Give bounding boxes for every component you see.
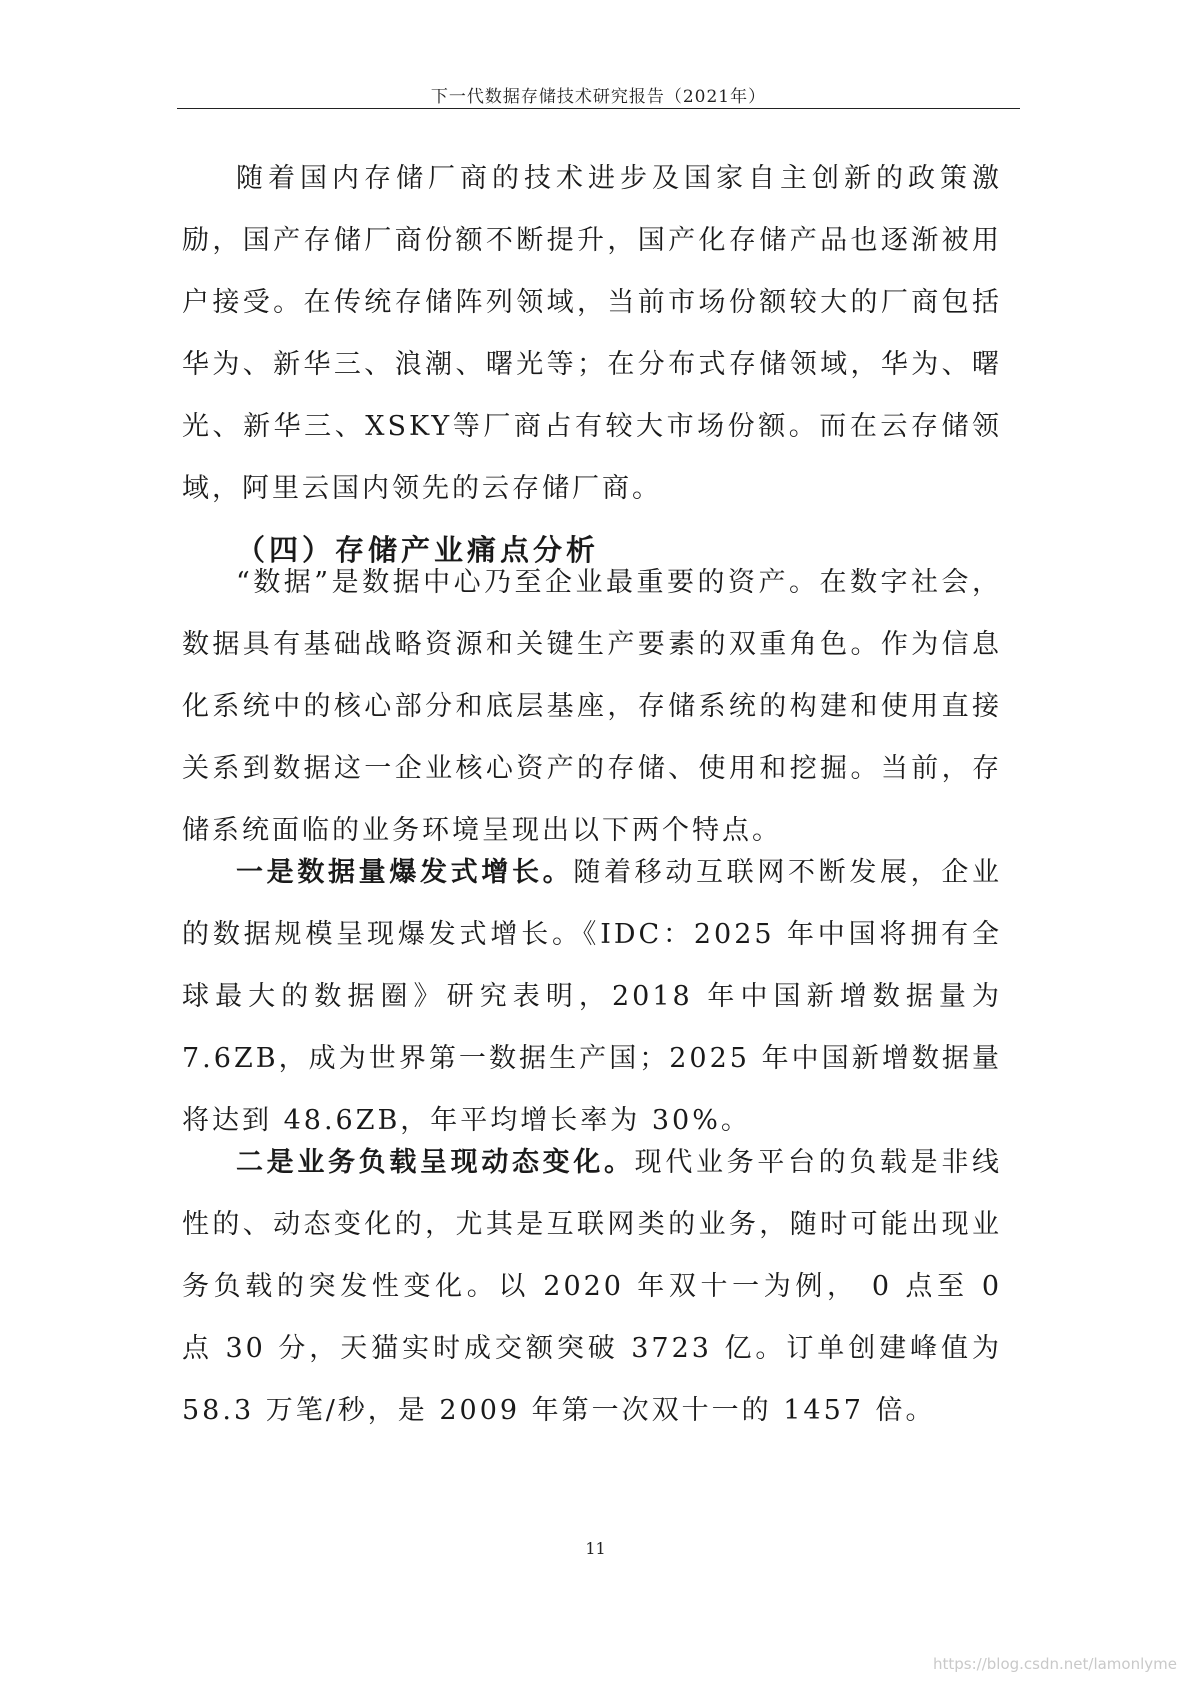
- paragraph-data-growth: [182, 842, 1002, 1152]
- page-number: 11: [585, 1539, 606, 1558]
- section-heading: （四）存储产业痛点分析: [236, 533, 600, 567]
- paragraph-lead: 二是业务负载呈现动态变化。: [236, 1147, 635, 1178]
- header-rule: [177, 108, 1020, 109]
- paragraph-body: 现代业务平台的负载是非线性的、动态变化的，尤其是互联网类的业务，随时可能出现业务负载的突发性变化。以 2020 年双十一为例， 0 点至 0 点 30 分，天猫实时成交额突破 3723 亿。订单创建峰值为 58.3 万笔/秒，是 2009 年第一次双十一的 1457 倍。: [182, 1147, 1003, 1426]
- paragraph-data-asset: “数据”是数据中心乃至企业最重要的资产。在数字社会，数据具有基础战略资源和关键生产要素的双重角色。作为信息化系统中的核心部分和底层基座，存储系统的构建和使用直接关系到数据这一企业核心资产的存储、使用和挖掘。当前，存储系统面临的业务环境呈现出以下两个特点。: [182, 567, 1002, 846]
- paragraph-body: 随着移动互联网不断发展，企业的数据规模呈现爆发式增长。《IDC：2025 年中国将拥有全球最大的数据圈》研究表明，2018 年中国新增数据量为 7.6ZB，成为世界第一数据生产国；2025 年中国新增数据量将达到 48.6ZB，年平均增长率为 30%。: [182, 857, 1003, 1136]
- paragraph-domestic-vendors: 随着国内存储厂商的技术进步及国家自主创新的政策激励，国产存储厂商份额不断提升，国产化存储产品也逐渐被用户接受。在传统存储阵列领域，当前市场份额较大的厂商包括华为、新华三、浪潮、曙光等；在分布式存储领域，华为、曙光、新华三、XSKY等厂商占有较大市场份额。而在云存储领域，阿里云国内领先的云存储厂商。: [182, 163, 1002, 504]
- paragraph-dynamic-load: [182, 1132, 1002, 1442]
- watermark: https://blog.csdn.net/lamonlyme: [933, 1655, 1177, 1673]
- paragraph-lead: 一是数据量爆发式增长。: [236, 857, 574, 888]
- running-header: 下一代数据存储技术研究报告（2021年）: [430, 87, 767, 107]
